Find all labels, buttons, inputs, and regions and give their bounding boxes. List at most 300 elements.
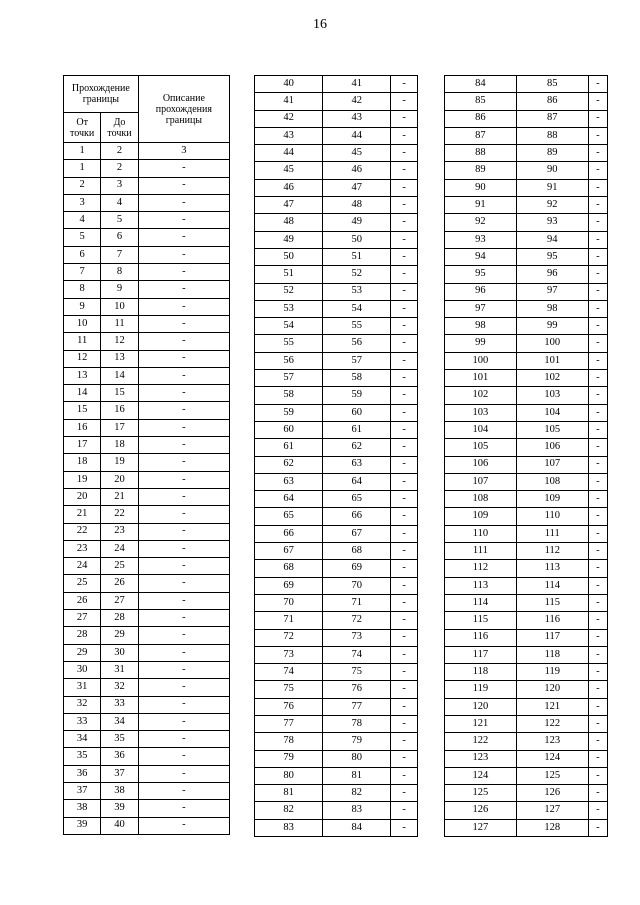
to-point-cell: 115 — [516, 594, 588, 611]
table-row — [445, 785, 608, 802]
table-row — [255, 612, 418, 629]
description-cell: - — [391, 248, 418, 265]
from-point-cell: 105 — [445, 439, 517, 456]
description-cell: - — [138, 765, 229, 782]
description-cell: - — [138, 644, 229, 661]
from-point-cell: 21 — [64, 506, 101, 523]
to-point-cell: 107 — [516, 456, 588, 473]
description-cell: - — [138, 367, 229, 384]
from-point-cell: 91 — [445, 197, 517, 214]
description-cell: - — [588, 162, 607, 179]
table-row — [64, 437, 230, 454]
to-point-cell: 18 — [101, 437, 138, 454]
from-point-cell: 8 — [64, 281, 101, 298]
table-row — [255, 681, 418, 698]
description-cell: - — [391, 508, 418, 525]
description-cell: - — [588, 300, 607, 317]
table-row — [255, 214, 418, 231]
table-row — [255, 456, 418, 473]
table-row — [64, 264, 230, 281]
from-point-cell: 62 — [255, 456, 323, 473]
to-point-cell: 25 — [101, 558, 138, 575]
from-point-cell: 59 — [255, 404, 323, 421]
from-point-cell: 118 — [445, 664, 517, 681]
description-cell: - — [138, 488, 229, 505]
table-row — [64, 748, 230, 765]
from-point-cell: 64 — [255, 491, 323, 508]
to-point-cell: 8 — [101, 264, 138, 281]
from-point-cell: 52 — [255, 283, 323, 300]
table-row — [445, 629, 608, 646]
to-point-cell: 118 — [516, 646, 588, 663]
from-point-cell: 79 — [255, 750, 323, 767]
from-point-cell: 24 — [64, 558, 101, 575]
table-row — [64, 385, 230, 402]
table-row — [64, 194, 230, 211]
table-row — [445, 335, 608, 352]
from-point-cell: 26 — [64, 592, 101, 609]
to-point-cell: 5 — [101, 212, 138, 229]
table-row — [445, 214, 608, 231]
to-point-cell: 104 — [516, 404, 588, 421]
description-cell: - — [391, 456, 418, 473]
to-point-cell: 100 — [516, 335, 588, 352]
table-row — [255, 785, 418, 802]
to-point-cell: 79 — [323, 733, 391, 750]
from-point-cell: 16 — [64, 419, 101, 436]
from-point-cell: 82 — [255, 802, 323, 819]
table-row — [445, 248, 608, 265]
to-point-cell: 54 — [323, 300, 391, 317]
description-cell: - — [138, 402, 229, 419]
table-row — [64, 506, 230, 523]
description-cell: - — [588, 456, 607, 473]
to-point-cell: 59 — [323, 387, 391, 404]
to-point-cell: 28 — [101, 610, 138, 627]
to-point-cell: 121 — [516, 698, 588, 715]
description-cell: - — [138, 281, 229, 298]
to-point-cell: 82 — [323, 785, 391, 802]
to-point-cell: 16 — [101, 402, 138, 419]
to-point-cell: 31 — [101, 661, 138, 678]
from-point-cell: 81 — [255, 785, 323, 802]
from-point-cell: 71 — [255, 612, 323, 629]
description-cell: - — [391, 560, 418, 577]
table-row — [445, 508, 608, 525]
description-cell: - — [391, 629, 418, 646]
from-point-cell: 2 — [64, 177, 101, 194]
description-cell: - — [588, 646, 607, 663]
description-cell: - — [138, 212, 229, 229]
to-point-cell: 120 — [516, 681, 588, 698]
table-row — [445, 525, 608, 542]
description-cell: - — [391, 715, 418, 732]
from-point-cell: 19 — [64, 471, 101, 488]
table-row — [445, 456, 608, 473]
to-point-cell: 43 — [323, 110, 391, 127]
to-point-cell: 72 — [323, 612, 391, 629]
to-point-cell: 117 — [516, 629, 588, 646]
from-point-cell: 45 — [255, 162, 323, 179]
from-point-cell: 113 — [445, 577, 517, 594]
table-row — [445, 681, 608, 698]
to-point-cell: 103 — [516, 387, 588, 404]
from-point-cell: 41 — [255, 93, 323, 110]
from-point-cell: 100 — [445, 352, 517, 369]
from-point-cell: 10 — [64, 315, 101, 332]
from-point-cell: 11 — [64, 333, 101, 350]
from-point-cell: 112 — [445, 560, 517, 577]
table-row — [64, 333, 230, 350]
from-point-cell: 49 — [255, 231, 323, 248]
to-point-cell: 64 — [323, 473, 391, 490]
to-point-cell: 47 — [323, 179, 391, 196]
to-point-cell: 97 — [516, 283, 588, 300]
description-cell: - — [391, 179, 418, 196]
from-point-cell: 70 — [255, 594, 323, 611]
description-cell: - — [391, 802, 418, 819]
table-row — [64, 610, 230, 627]
description-cell: - — [588, 283, 607, 300]
description-cell: - — [138, 696, 229, 713]
to-point-cell: 86 — [516, 93, 588, 110]
to-point-cell: 90 — [516, 162, 588, 179]
table-row — [445, 179, 608, 196]
to-point-cell: 15 — [101, 385, 138, 402]
to-point-cell: 10 — [101, 298, 138, 315]
description-cell: - — [391, 698, 418, 715]
description-cell: - — [391, 335, 418, 352]
table-row — [255, 508, 418, 525]
description-cell: - — [391, 300, 418, 317]
table-row — [64, 402, 230, 419]
description-cell: - — [588, 629, 607, 646]
description-cell: - — [588, 473, 607, 490]
description-cell: - — [138, 454, 229, 471]
table-row — [64, 644, 230, 661]
table-row — [255, 525, 418, 542]
table-row — [255, 698, 418, 715]
from-point-cell: 121 — [445, 715, 517, 732]
description-cell: - — [138, 246, 229, 263]
description-cell: - — [391, 664, 418, 681]
to-point-cell: 75 — [323, 664, 391, 681]
from-point-cell: 43 — [255, 127, 323, 144]
to-point-cell: 50 — [323, 231, 391, 248]
table-row — [445, 110, 608, 127]
to-point-cell: 65 — [323, 491, 391, 508]
table-row — [64, 765, 230, 782]
table-row — [255, 110, 418, 127]
table-row — [64, 592, 230, 609]
table-row — [64, 229, 230, 246]
table-row — [255, 179, 418, 196]
description-cell: - — [588, 266, 607, 283]
from-point-cell: 87 — [445, 127, 517, 144]
description-cell: - — [138, 610, 229, 627]
description-cell: - — [391, 525, 418, 542]
from-point-cell: 27 — [64, 610, 101, 627]
description-cell: - — [588, 335, 607, 352]
table-row — [255, 370, 418, 387]
table-row — [255, 421, 418, 438]
description-cell: - — [391, 767, 418, 784]
from-point-cell: 119 — [445, 681, 517, 698]
to-point-cell: 17 — [101, 419, 138, 436]
table-row — [64, 817, 230, 834]
table-row — [255, 491, 418, 508]
description-cell: - — [588, 733, 607, 750]
to-point-cell: 62 — [323, 439, 391, 456]
description-cell: - — [588, 387, 607, 404]
to-point-cell: 20 — [101, 471, 138, 488]
table-row — [64, 212, 230, 229]
from-point-cell: 20 — [64, 488, 101, 505]
table-row — [255, 715, 418, 732]
from-point-cell: 38 — [64, 800, 101, 817]
to-point-cell: 116 — [516, 612, 588, 629]
from-point-cell: 86 — [445, 110, 517, 127]
from-point-cell: 95 — [445, 266, 517, 283]
table-row — [255, 594, 418, 611]
to-point-cell: 89 — [516, 145, 588, 162]
table-row — [64, 523, 230, 540]
description-cell: - — [138, 333, 229, 350]
table-row — [445, 612, 608, 629]
description-cell: - — [391, 370, 418, 387]
to-point-cell: 9 — [101, 281, 138, 298]
description-cell: - — [391, 352, 418, 369]
header-col-number-3: 3 — [138, 143, 229, 160]
to-point-cell: 12 — [101, 333, 138, 350]
table-row — [64, 454, 230, 471]
to-point-cell: 123 — [516, 733, 588, 750]
table-row — [445, 127, 608, 144]
table-row — [445, 491, 608, 508]
table-row — [445, 404, 608, 421]
table-row — [445, 594, 608, 611]
description-cell: - — [138, 817, 229, 834]
table-row — [445, 145, 608, 162]
to-point-cell: 78 — [323, 715, 391, 732]
table-row — [445, 76, 608, 93]
table-row — [255, 162, 418, 179]
to-point-cell: 49 — [323, 214, 391, 231]
to-point-cell: 53 — [323, 283, 391, 300]
from-point-cell: 111 — [445, 543, 517, 560]
to-point-cell: 26 — [101, 575, 138, 592]
table-row — [64, 177, 230, 194]
table-row — [445, 370, 608, 387]
description-cell: - — [391, 127, 418, 144]
from-point-cell: 63 — [255, 473, 323, 490]
description-cell: - — [138, 437, 229, 454]
from-point-cell: 50 — [255, 248, 323, 265]
from-point-cell: 35 — [64, 748, 101, 765]
to-point-cell: 85 — [516, 76, 588, 93]
to-point-cell: 84 — [323, 819, 391, 836]
boundary-table-part-1 — [63, 75, 230, 835]
description-cell: - — [138, 592, 229, 609]
to-point-cell: 112 — [516, 543, 588, 560]
description-cell: - — [588, 404, 607, 421]
from-point-cell: 32 — [64, 696, 101, 713]
from-point-cell: 116 — [445, 629, 517, 646]
description-cell: - — [138, 298, 229, 315]
from-point-cell: 30 — [64, 661, 101, 678]
table-row — [64, 160, 230, 177]
description-cell: - — [138, 177, 229, 194]
from-point-cell: 109 — [445, 508, 517, 525]
from-point-cell: 120 — [445, 698, 517, 715]
from-point-cell: 84 — [445, 76, 517, 93]
table-row — [445, 439, 608, 456]
to-point-cell: 55 — [323, 318, 391, 335]
to-point-cell: 45 — [323, 145, 391, 162]
description-cell: - — [391, 283, 418, 300]
table-row — [445, 387, 608, 404]
table-row — [255, 767, 418, 784]
table-row — [445, 733, 608, 750]
table-row — [255, 733, 418, 750]
to-point-cell: 76 — [323, 681, 391, 698]
from-point-cell: 39 — [64, 817, 101, 834]
description-cell: - — [588, 93, 607, 110]
to-point-cell: 95 — [516, 248, 588, 265]
description-cell: - — [588, 802, 607, 819]
from-point-cell: 23 — [64, 540, 101, 557]
to-point-cell: 11 — [101, 315, 138, 332]
to-point-cell: 44 — [323, 127, 391, 144]
to-point-cell: 3 — [101, 177, 138, 194]
description-cell: - — [391, 750, 418, 767]
table-row — [255, 819, 418, 836]
table-row — [445, 231, 608, 248]
table-row — [64, 696, 230, 713]
description-cell: - — [138, 575, 229, 592]
from-point-cell: 22 — [64, 523, 101, 540]
from-point-cell: 123 — [445, 750, 517, 767]
from-point-cell: 107 — [445, 473, 517, 490]
to-point-cell: 94 — [516, 231, 588, 248]
boundary-table-part-3 — [444, 75, 608, 837]
to-point-cell: 14 — [101, 367, 138, 384]
description-cell: - — [138, 782, 229, 799]
description-cell: - — [588, 508, 607, 525]
table-row — [64, 575, 230, 592]
from-point-cell: 34 — [64, 731, 101, 748]
description-cell: - — [138, 315, 229, 332]
to-point-cell: 48 — [323, 197, 391, 214]
from-point-cell: 77 — [255, 715, 323, 732]
table-row — [445, 473, 608, 490]
from-point-cell: 66 — [255, 525, 323, 542]
to-point-cell: 38 — [101, 782, 138, 799]
description-cell: - — [391, 439, 418, 456]
description-cell: - — [138, 661, 229, 678]
description-cell: - — [391, 473, 418, 490]
to-point-cell: 105 — [516, 421, 588, 438]
from-point-cell: 56 — [255, 352, 323, 369]
to-point-cell: 126 — [516, 785, 588, 802]
to-point-cell: 128 — [516, 819, 588, 836]
table-row — [255, 543, 418, 560]
from-point-cell: 33 — [64, 713, 101, 730]
from-point-cell: 69 — [255, 577, 323, 594]
table-row — [64, 367, 230, 384]
from-point-cell: 97 — [445, 300, 517, 317]
from-point-cell: 108 — [445, 491, 517, 508]
table-row — [64, 350, 230, 367]
table-row — [445, 421, 608, 438]
to-point-cell: 93 — [516, 214, 588, 231]
table-row — [445, 162, 608, 179]
table-row — [64, 315, 230, 332]
description-cell: - — [588, 231, 607, 248]
description-cell: - — [588, 197, 607, 214]
table-row — [255, 646, 418, 663]
table-row — [64, 298, 230, 315]
table-row — [255, 76, 418, 93]
description-cell: - — [588, 560, 607, 577]
to-point-cell: 58 — [323, 370, 391, 387]
from-point-cell: 104 — [445, 421, 517, 438]
from-point-cell: 14 — [64, 385, 101, 402]
from-point-cell: 36 — [64, 765, 101, 782]
to-point-cell: 99 — [516, 318, 588, 335]
from-point-cell: 44 — [255, 145, 323, 162]
from-point-cell: 99 — [445, 335, 517, 352]
description-cell: - — [588, 214, 607, 231]
to-point-cell: 24 — [101, 540, 138, 557]
description-cell: - — [138, 160, 229, 177]
description-cell: - — [588, 767, 607, 784]
to-point-cell: 39 — [101, 800, 138, 817]
to-point-cell: 96 — [516, 266, 588, 283]
description-cell: - — [588, 819, 607, 836]
from-point-cell: 89 — [445, 162, 517, 179]
from-point-cell: 80 — [255, 767, 323, 784]
description-cell: - — [588, 318, 607, 335]
from-point-cell: 60 — [255, 421, 323, 438]
description-cell: - — [138, 627, 229, 644]
table-row — [445, 197, 608, 214]
description-cell: - — [588, 370, 607, 387]
from-point-cell: 6 — [64, 246, 101, 263]
table-row — [64, 488, 230, 505]
description-cell: - — [391, 318, 418, 335]
to-point-cell: 74 — [323, 646, 391, 663]
description-cell: - — [138, 264, 229, 281]
description-cell: - — [588, 491, 607, 508]
to-point-cell: 70 — [323, 577, 391, 594]
to-point-cell: 110 — [516, 508, 588, 525]
header-col-number-2: 2 — [101, 143, 138, 160]
from-point-cell: 124 — [445, 767, 517, 784]
table-row — [255, 387, 418, 404]
to-point-cell: 6 — [101, 229, 138, 246]
table-row — [64, 540, 230, 557]
from-point-cell: 96 — [445, 283, 517, 300]
table-row — [255, 248, 418, 265]
to-point-cell: 30 — [101, 644, 138, 661]
to-point-cell: 23 — [101, 523, 138, 540]
to-point-cell: 125 — [516, 767, 588, 784]
description-cell: - — [588, 127, 607, 144]
from-point-cell: 98 — [445, 318, 517, 335]
to-point-cell: 88 — [516, 127, 588, 144]
to-point-cell: 40 — [101, 817, 138, 834]
